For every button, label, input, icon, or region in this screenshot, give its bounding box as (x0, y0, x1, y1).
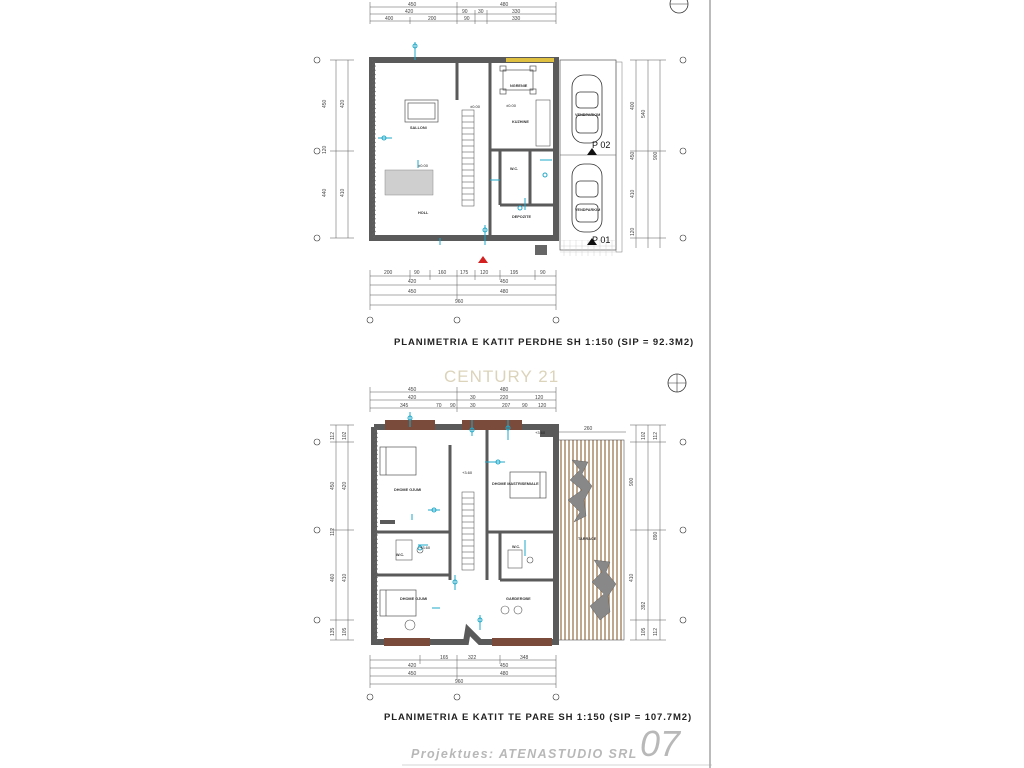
room-label-bath-1: W.C. (396, 553, 405, 557)
room-label-bedroom-2: DHOME GJUMI (400, 597, 428, 601)
ground-stairs (462, 110, 474, 206)
bed-icon (380, 447, 416, 475)
bed-icon-3 (380, 590, 416, 616)
parking-tag-p2: P 02 (592, 140, 611, 150)
ground-bottom-dim-3a: 450 (408, 289, 417, 295)
ground-axis-bubbles-right (680, 57, 686, 241)
first-left-dim-9: 105 (342, 627, 348, 636)
first-top-dim-3d: 30 (470, 403, 476, 409)
first-left-dim-2: 450 (330, 481, 336, 490)
ground-left-dim-3: 440 (322, 188, 328, 197)
first-top-dim-3e: 207 (502, 403, 511, 409)
ground-top-dim-2d: 330 (512, 9, 521, 15)
ground-bottom-dim-2b: 450 (500, 279, 509, 285)
page-number: 07 (640, 723, 681, 764)
ground-wall-hatch-left (372, 60, 376, 238)
first-left-dim-4: 460 (330, 573, 336, 582)
ground-axis-bubbles-left (314, 57, 320, 241)
first-bottom-dim-2a: 420 (408, 663, 417, 669)
first-left-dim-3: 112 (330, 528, 336, 536)
first-terrace-dim: 260 (584, 426, 593, 432)
ground-floor-plan (314, 0, 688, 323)
room-label-parking-1: VENDPARKIM (575, 113, 601, 117)
first-bottom-dim-1b: 322 (468, 655, 477, 661)
ground-right-dim-3: 400 (630, 101, 636, 110)
first-right-dim-7: 392 (641, 601, 647, 610)
room-label-parking-2: VENDPARKIM (575, 208, 601, 212)
ground-bottom-dim-2a: 420 (408, 279, 417, 285)
room-label-master-bedroom: DHOME MASTRISEMIALE (492, 482, 539, 486)
ground-bottom-dim-1g: 90 (540, 270, 546, 276)
watermark: CENTURY 21 (444, 367, 560, 386)
first-interior-walls (377, 430, 553, 580)
first-top-dim-2b: 30 (470, 395, 476, 401)
ground-level-c: ±0.00 (506, 103, 516, 108)
first-right-dim-6: 410 (629, 573, 635, 582)
ground-right-dim-5: 410 (630, 189, 636, 198)
north-arrow-icon (670, 0, 688, 13)
ground-top-dim-3b: 200 (428, 16, 437, 22)
room-label-wc: W.C. (510, 167, 519, 171)
ground-left-dim-5: 410 (340, 188, 346, 197)
first-bottom-dim-2b: 450 (500, 663, 509, 669)
first-axis-bubbles-right (680, 439, 686, 623)
first-top-dim-2c: 220 (500, 395, 509, 401)
ground-utility-box (535, 245, 547, 255)
first-bottom-dim-3a: 450 (408, 671, 417, 677)
first-axis-bubbles-left (314, 439, 320, 623)
ground-parking-area (560, 60, 622, 256)
first-level-c: +3.60 (420, 545, 431, 550)
ground-bottom-dim-1c: 160 (438, 270, 447, 276)
ground-top-dim-1a: 450 (408, 2, 417, 8)
first-right-dim-5: 900 (629, 477, 635, 486)
toilet-icon-2 (508, 550, 533, 568)
room-label-wardrobe: GARDEROBE (506, 597, 531, 601)
ground-left-dim-4: 420 (340, 99, 346, 108)
first-floor-caption: PLANIMETRIA E KATIT TE PARE SH 1:150 (SIP = 107.7M2) (384, 712, 693, 723)
room-label-kitchen: KUZHINE (512, 120, 529, 124)
room-label-bath-2: W.C. (512, 545, 521, 549)
armchair-icon (405, 606, 522, 630)
first-right-dim-lines (630, 425, 666, 640)
ground-top-dim-3a: 400 (385, 16, 394, 22)
room-label-hall: HOLL (418, 211, 429, 215)
first-outer-walls (374, 427, 556, 642)
first-wall-hatch-left (374, 427, 378, 642)
first-axis-bubbles-bottom (367, 694, 559, 700)
ground-left-dim-2: 120 (322, 145, 328, 154)
room-label-bedroom-1: DHOME GJUMI (394, 488, 422, 492)
first-right-dim-4: 102 (641, 431, 647, 440)
first-bottom-dim-1a: 165 (440, 655, 449, 661)
first-right-dim-2: 890 (653, 531, 659, 540)
first-bottom-dim-1c: 348 (520, 655, 529, 661)
first-top-dim-2a: 420 (408, 395, 417, 401)
ground-level-b: ±0.00 (470, 104, 480, 109)
first-top-dim-1b: 480 (500, 387, 509, 393)
room-label-storage: DEPOZITE (512, 215, 531, 219)
north-arrow-icon-2 (668, 374, 686, 392)
first-left-dim-7: 420 (342, 481, 348, 490)
ground-level-a: ±0.00 (418, 163, 428, 168)
first-bottom-dim-4: 960 (455, 679, 464, 685)
ground-top-dim-3c: 90 (464, 16, 470, 22)
ground-right-dim-4: 450 (630, 151, 636, 160)
first-top-dim-3a: 345 (400, 403, 409, 409)
first-top-dim-1a: 450 (408, 387, 417, 393)
ground-left-dim-1: 450 (322, 99, 328, 108)
ground-bottom-dim-1e: 120 (480, 270, 489, 276)
ground-top-dim-2c: 30 (478, 9, 484, 15)
first-left-dim-5: 135 (330, 627, 336, 636)
first-left-dim-6: 102 (342, 431, 348, 440)
room-label-dining: NGRENIE (510, 84, 528, 88)
first-right-dim-8: 105 (641, 627, 647, 636)
first-bottom-dim-3b: 480 (500, 671, 509, 677)
dining-table-icon (500, 66, 536, 94)
ground-right-dim-1: 540 (641, 109, 647, 118)
ground-bottom-dim-3b: 480 (500, 289, 509, 295)
ground-bottom-dim-1f: 195 (510, 270, 519, 276)
first-lintel-4 (492, 638, 552, 646)
first-top-dim-3b: 70 (436, 403, 442, 409)
first-right-dim-1: 112 (653, 432, 659, 440)
ground-top-dim-2b: 90 (462, 9, 468, 15)
ground-bottom-dim-1a: 200 (384, 270, 393, 276)
first-top-dim-3g: 120 (538, 403, 547, 409)
living-rug (385, 170, 433, 195)
parking-tag-p1: P 01 (592, 235, 611, 245)
first-level-b: +3.60 (535, 430, 546, 435)
ground-right-dim-6: 120 (630, 227, 636, 236)
first-top-dim-2d: 120 (535, 395, 544, 401)
ground-bottom-dim-1b: 90 (414, 270, 420, 276)
first-lintel-3 (384, 638, 430, 646)
first-stairs (462, 492, 474, 570)
sofa-icon (405, 100, 438, 122)
ground-top-dim-1b: 480 (500, 2, 509, 8)
car-icon-2 (572, 164, 602, 232)
first-right-dim-3: 112 (653, 628, 659, 636)
ground-top-dim-2a: 420 (405, 9, 414, 15)
ground-top-dim-3d: 330 (512, 16, 521, 22)
ground-bottom-dim-4: 960 (455, 299, 464, 305)
ground-right-dim-2: 900 (653, 151, 659, 160)
ground-window-yellow (506, 58, 554, 62)
room-label-living: SALLONI (410, 126, 427, 130)
room-label-terrace: TARRACE (578, 537, 597, 541)
ground-axis-bubbles-bottom (367, 317, 559, 323)
car-icon (572, 75, 602, 143)
ground-left-dim-lines (330, 60, 354, 238)
first-top-dim-3c: 90 (450, 403, 456, 409)
entrance-arrow-icon (478, 256, 488, 263)
ground-floor-caption: PLANIMETRIA E KATIT PERDHE SH 1:150 (SIP = 92.3M2) (394, 337, 695, 348)
first-left-dim-1: 112 (330, 432, 336, 440)
first-floor-plan (314, 374, 686, 700)
kitchen-counter-icon (536, 100, 550, 146)
first-left-dim-8: 410 (342, 573, 348, 582)
first-level-a: +3.60 (462, 470, 473, 475)
ground-bottom-dim-1d: 175 (460, 270, 469, 276)
first-top-dim-3f: 90 (522, 403, 528, 409)
designer-credit: Projektues: ATENASTUDIO SRL (411, 747, 638, 761)
